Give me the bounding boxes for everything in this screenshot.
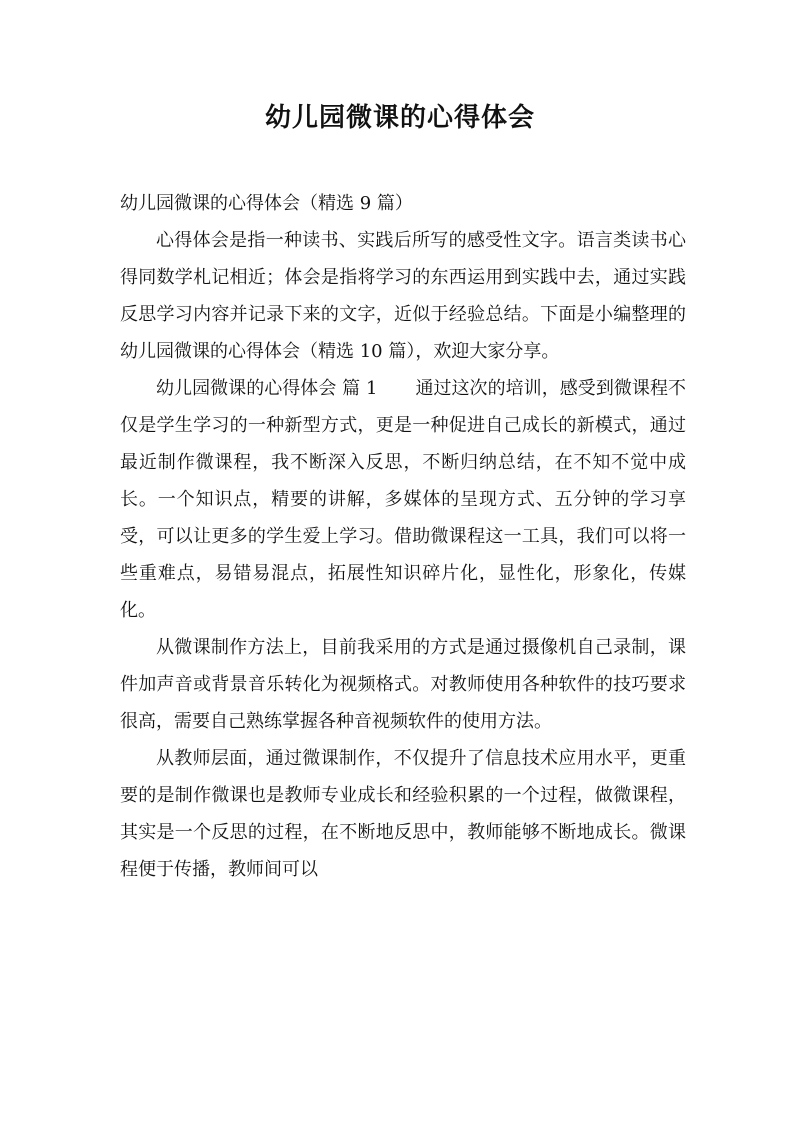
section-1-paragraph [120,370,686,629]
section-heading: 幼儿园微课的心得体会 篇 1 [156,378,378,399]
document-title: 幼儿园微课的心得体会 [264,103,535,133]
section-paragraph-text: 通过这次的培训，感受到微课程不仅是学生学习的一种新型方式，更是一种促进自己成长的新模式，通过最近制作微课程，我不断深入反思，不断归纳总结，在不知不觉中成长。一个知识点，精要的讲解，多媒体的呈现方式、五分钟的学习享受，可以让更多的学生爱上学习。借助微课程这一工具，我们可以将一些重难点，易错易混点，拓展性知识碎片化，显性化，形象化，传媒化。 [120,378,686,621]
document-subtitle: 幼儿园微课的心得体会（精选 9 篇） [120,193,413,214]
paragraph-2: 从微课制作方法上，目前我采用的方式是通过摄像机自己录制，课件加声音或背景音乐转化为视频格式。对教师使用各种软件的技巧要求很高，需要自己熟练掌握各种音视频软件的使用方法。 [120,637,686,732]
paragraph-3: 从教师层面，通过微课制作，不仅提升了信息技术应用水平，更重要的是制作微课也是教师专业成长和经验积累的一个过程，做微课程，其实是一个反思的过程，在不断地反思中，教师能够不断地成长。微课程便于传播，教师间可以 [120,748,686,880]
document-content [120,185,686,888]
intro-paragraph: 心得体会是指一种读书、实践后所写的感受性文字。语言类读书心得同数学札记相近；体会是指将学习的东西运用到实践中去，通过实践反思学习内容并记录下来的文字，近似于经验总结。下面是小编整理的幼儿园微课的心得体会（精选 10 篇），欢迎大家分享。 [120,230,686,362]
